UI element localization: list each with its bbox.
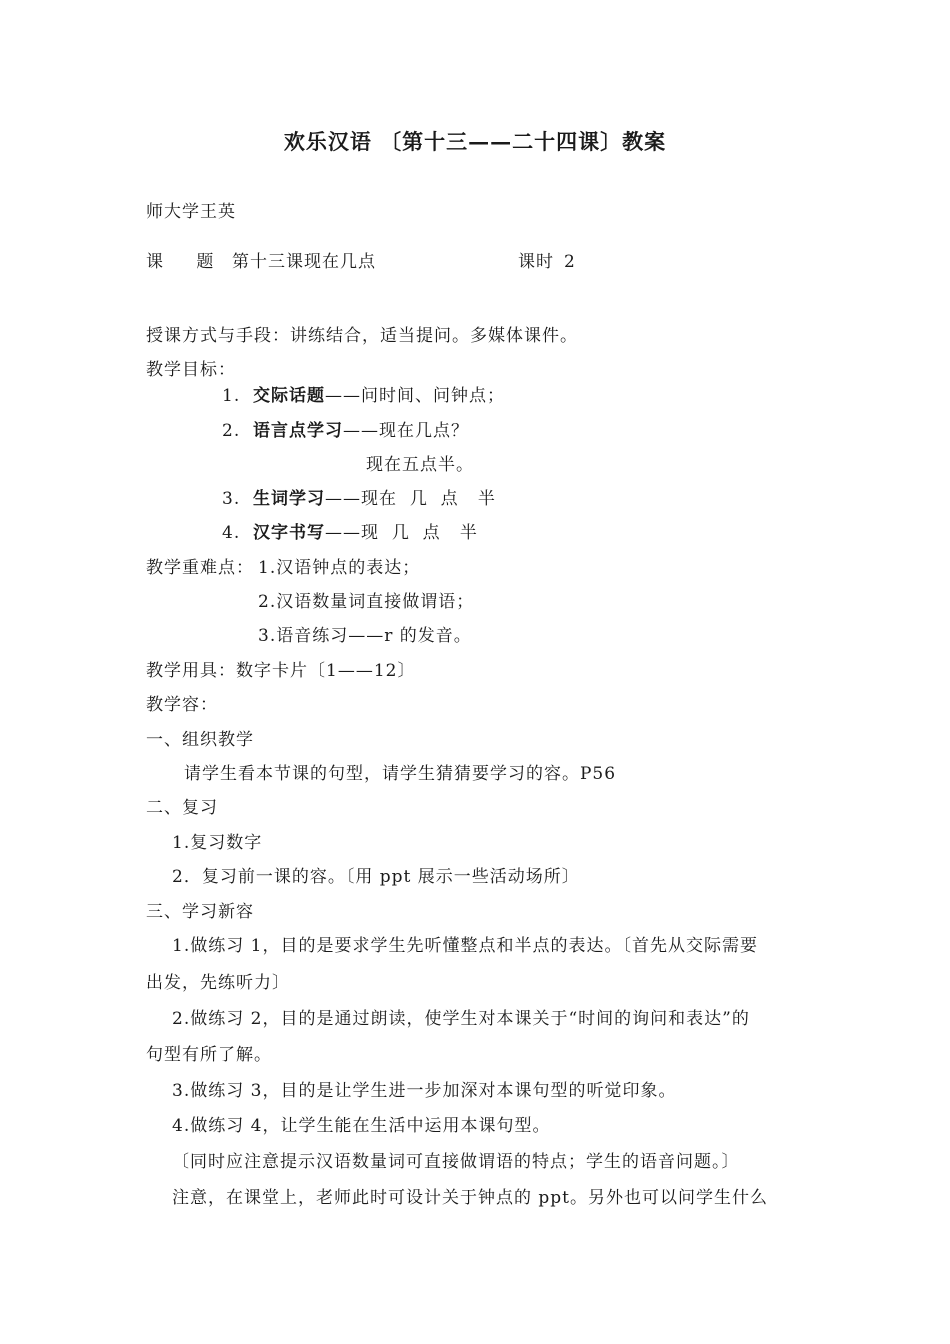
paragraph: 〔同时应注意提示汉语数量词可直接做谓语的特点；学生的语音问题。〕 (172, 1152, 740, 1172)
key-point-item: 3.语音练习——r 的发音。 (258, 626, 472, 646)
objective-item: 2. 语言点学习——现在几点？ (222, 421, 470, 441)
key-point-item: 2.汉语数量词直接做谓语； (258, 592, 475, 612)
paragraph-continued: 出发，先练听力〕 (146, 973, 290, 993)
objective-item-continued: 现在五点半。 (366, 455, 474, 475)
teaching-tools: 教学用具：数字卡片〔1——12〕 (146, 661, 416, 681)
paragraph: 1.复习数字 (172, 833, 263, 853)
paragraph: 请学生看本节课的句型，请学生猜猜要学习的容。P56 (184, 764, 617, 784)
key-points-heading: 教学重难点： (146, 558, 254, 578)
section-heading: 三、学习新容 (146, 902, 254, 922)
lesson-subject-value: 第十三课现在几点 (232, 252, 376, 272)
section-heading: 一、组织教学 (146, 730, 254, 750)
content-heading: 教学容： (146, 695, 218, 715)
paragraph: 2.做练习 2，目的是通过朗读，使学生对本课关于“时间的询问和表达”的 (172, 1009, 750, 1029)
lesson-hours-label: 课时 (518, 252, 554, 272)
key-point-item: 1.汉语钟点的表达； (258, 558, 421, 578)
objectives-heading: 教学目标： (146, 360, 236, 380)
lesson-hours-value: 2 (564, 252, 576, 272)
teaching-method: 授课方式与手段：讲练结合，适当提问。多媒体课件。 (146, 326, 578, 346)
paragraph: 3.做练习 3，目的是让学生进一步加深对本课句型的听觉印象。 (172, 1081, 677, 1101)
objective-item: 4. 汉字书写——现 几 点 半 (222, 523, 478, 543)
lesson-subject-label: 课 题 (146, 252, 228, 272)
paragraph-continued: 句型有所了解。 (146, 1045, 272, 1065)
objective-item: 3. 生词学习——现在 几 点 半 (222, 489, 496, 509)
section-heading: 二、复习 (146, 798, 218, 818)
paragraph: 4.做练习 4，让学生能在生活中运用本课句型。 (172, 1116, 551, 1136)
author: 师大学王英 (146, 202, 236, 222)
paragraph: 2．复习前一课的容。〔用 ppt 展示一些活动场所〕 (172, 867, 580, 887)
paragraph: 注意，在课堂上，老师此时可设计关于钟点的 ppt。另外也可以问学生什么 (172, 1188, 768, 1208)
document-title: 欢乐汉语 〔第十三——二十四课〕教案 (283, 129, 667, 154)
paragraph: 1.做练习 1，目的是要求学生先听懂整点和半点的表达。〔首先从交际需要 (172, 936, 758, 956)
objective-item: 1. 交际话题——问时间、问钟点； (222, 386, 506, 406)
